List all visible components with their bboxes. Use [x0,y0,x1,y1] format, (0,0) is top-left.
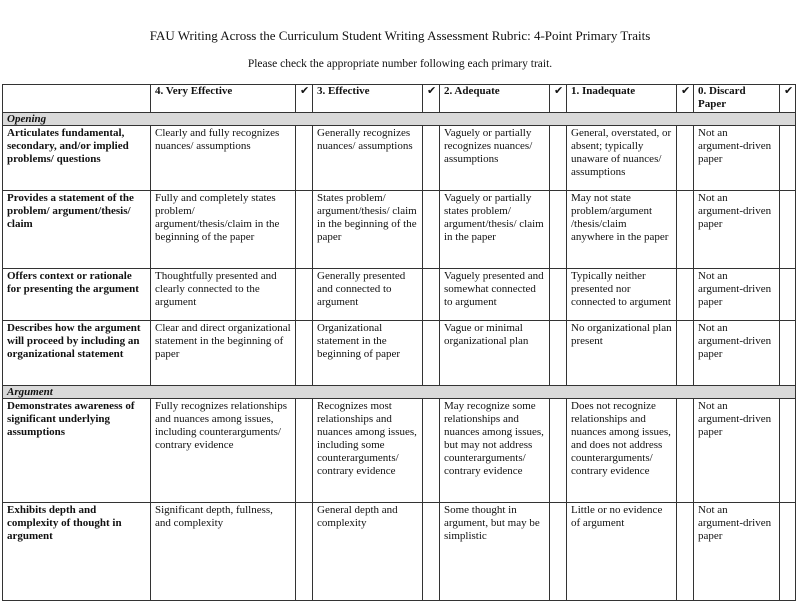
check-box-adequate[interactable] [550,268,567,320]
effective-cell: Recognizes most relationships and nuances among issues, including some counterarguments/ contrary evidence [313,398,423,502]
check-box-adequate[interactable] [550,502,567,600]
table-row [3,125,796,190]
trait-cell: Demonstrates awareness of significant underlying assumptions [3,398,151,502]
inadequate-cell: Does not recognize relationships and nuances among issues, and does not address counterarguments/ contrary evidence [567,398,677,502]
very-effective-cell: Fully and completely states problem/ argument/thesis/claim in the beginning of the paper [151,190,296,268]
header-very-effective: 4. Very Effective [151,85,296,113]
effective-cell: General depth and complexity [313,502,423,600]
table-row [3,502,796,600]
check-box-effective[interactable] [423,125,440,190]
check-box-discard[interactable] [780,320,796,385]
check-box-very-effective[interactable] [296,320,313,385]
adequate-cell: May recognize some relationships and nuances among issues, but may not address counterarguments/ contrary evidence [440,398,550,502]
document-subtitle: Please check the appropriate number following each primary trait. [247,58,553,70]
effective-cell: States problem/ argument/thesis/ claim in the beginning of the paper [313,190,423,268]
discard-cell: Not an argument-driven paper [694,398,780,502]
adequate-cell: Vaguely or partially recognizes nuances/ assumptions [440,125,550,190]
check-box-inadequate[interactable] [677,320,694,385]
very-effective-cell: Clear and direct organizational statement in the beginning of paper [151,320,296,385]
effective-cell: Organizational statement in the beginning of paper [313,320,423,385]
check-box-discard[interactable] [780,125,796,190]
adequate-cell: Some thought in argument, but may be simplistic [440,502,550,600]
check-box-effective[interactable] [423,398,440,502]
check-box-effective[interactable] [423,268,440,320]
very-effective-cell: Clearly and fully recognizes nuances/ assumptions [151,125,296,190]
inadequate-cell: May not state problem/argument /thesis/claim anywhere in the paper [567,190,677,268]
inadequate-cell: Typically neither presented nor connected to argument [567,268,677,320]
header-discard-paper: 0. Discard Paper [694,85,780,113]
discard-cell: Not an argument-driven paper [694,502,780,600]
inadequate-cell: General, overstated, or absent; typically unaware of nuances/ assumptions [567,125,677,190]
check-box-very-effective[interactable] [296,398,313,502]
check-box-discard[interactable] [780,502,796,600]
discard-cell: Not an argument-driven paper [694,320,780,385]
check-box-effective[interactable] [423,190,440,268]
trait-cell: Exhibits depth and complexity of thought in argument [3,502,151,600]
section-label-opening: Opening [3,112,796,125]
header-inadequate: 1. Inadequate [567,85,677,113]
check-mark-icon: ✔ [780,85,796,113]
adequate-cell: Vaguely or partially states problem/ argument/thesis/ claim in the paper [440,190,550,268]
discard-cell: Not an argument-driven paper [694,268,780,320]
header-trait [3,85,151,113]
check-box-effective[interactable] [423,502,440,600]
check-box-inadequate[interactable] [677,190,694,268]
table-row [3,268,796,320]
check-mark-icon: ✔ [296,85,313,113]
check-mark-icon: ✔ [423,85,440,113]
check-box-effective[interactable] [423,320,440,385]
check-mark-icon: ✔ [550,85,567,113]
check-box-discard[interactable] [780,398,796,502]
section-row-argument [3,385,796,398]
effective-cell: Generally presented and connected to argument [313,268,423,320]
trait-cell: Describes how the argument will proceed by including an organizational statement [3,320,151,385]
table-row [3,320,796,385]
very-effective-cell: Fully recognizes relationships and nuances among issues, including counterarguments/ contrary evidence [151,398,296,502]
table-row [3,190,796,268]
rubric-table [2,84,796,601]
table-row [3,398,796,502]
trait-cell: Offers context or rationale for presenting the argument [3,268,151,320]
check-box-inadequate[interactable] [677,398,694,502]
inadequate-cell: No organizational plan present [567,320,677,385]
very-effective-cell: Thoughtfully presented and clearly connected to the argument [151,268,296,320]
header-row [3,85,796,113]
check-box-adequate[interactable] [550,190,567,268]
check-box-adequate[interactable] [550,398,567,502]
check-box-inadequate[interactable] [677,502,694,600]
discard-cell: Not an argument-driven paper [694,125,780,190]
check-box-very-effective[interactable] [296,502,313,600]
check-box-inadequate[interactable] [677,125,694,190]
document-title: FAU Writing Across the Curriculum Student Writing Assessment Rubric: 4-Point Primary Traits [149,28,651,43]
inadequate-cell: Little or no evidence of argument [567,502,677,600]
trait-cell: Articulates fundamental, secondary, and/or implied problems/ questions [3,125,151,190]
very-effective-cell: Significant depth, fullness, and complexity [151,502,296,600]
header-adequate: 2. Adequate [440,85,550,113]
check-box-adequate[interactable] [550,320,567,385]
section-label-argument: Argument [3,385,796,398]
check-box-very-effective[interactable] [296,268,313,320]
adequate-cell: Vague or minimal organizational plan [440,320,550,385]
check-box-very-effective[interactable] [296,190,313,268]
header-effective: 3. Effective [313,85,423,113]
check-box-very-effective[interactable] [296,125,313,190]
effective-cell: Generally recognizes nuances/ assumptions [313,125,423,190]
check-box-discard[interactable] [780,190,796,268]
check-mark-icon: ✔ [677,85,694,113]
check-box-inadequate[interactable] [677,268,694,320]
check-box-discard[interactable] [780,268,796,320]
discard-cell: Not an argument-driven paper [694,190,780,268]
section-row-opening [3,112,796,125]
adequate-cell: Vaguely presented and somewhat connected to argument [440,268,550,320]
check-box-adequate[interactable] [550,125,567,190]
trait-cell: Provides a statement of the problem/ argument/thesis/ claim [3,190,151,268]
